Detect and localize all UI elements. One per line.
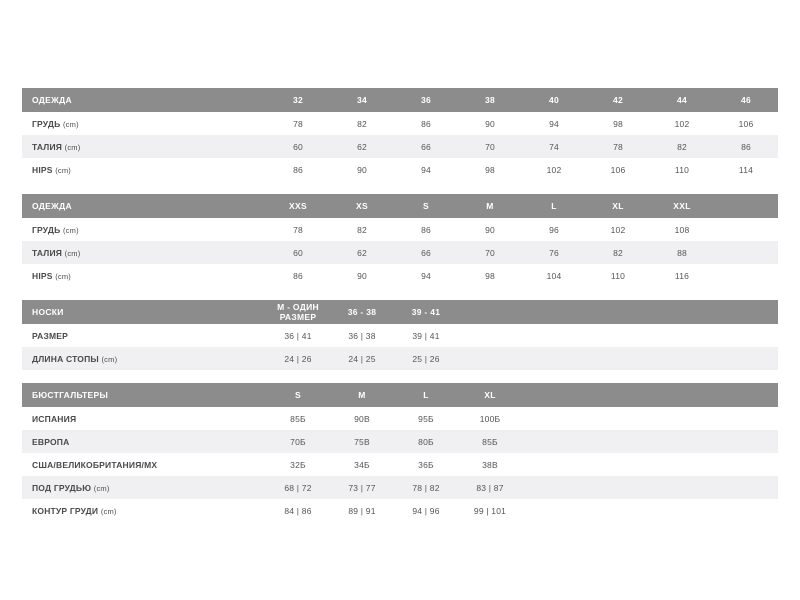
table-cell: 102 bbox=[674, 118, 690, 129]
table-cell: 94 | 96 bbox=[412, 505, 440, 516]
size-tables-container bbox=[22, 88, 778, 522]
column-header bbox=[714, 300, 778, 324]
table-cell: 70 bbox=[485, 141, 495, 152]
table-cell: 86 bbox=[293, 270, 303, 281]
table-cell bbox=[586, 453, 650, 476]
table-row bbox=[22, 112, 778, 135]
column-header: M - ОДИН РАЗМЕР bbox=[277, 302, 319, 322]
column-header bbox=[586, 383, 650, 407]
column-header: M bbox=[486, 201, 494, 211]
table-cell: 36Б bbox=[418, 459, 434, 470]
column-header: 39 - 41 bbox=[411, 307, 441, 317]
table-cell: 75В bbox=[354, 436, 370, 447]
table-cell bbox=[714, 453, 778, 476]
table-cell: 85Б bbox=[482, 436, 498, 447]
table-cell: 24 | 25 bbox=[348, 353, 376, 364]
table-cell bbox=[714, 324, 778, 347]
table-row bbox=[22, 135, 778, 158]
table-cell: 39 | 41 bbox=[412, 330, 440, 341]
row-label-unit: (cm) bbox=[55, 271, 71, 281]
table-cell bbox=[522, 407, 586, 430]
table-row bbox=[22, 499, 778, 522]
row-label-text: ГРУДЬ bbox=[32, 224, 61, 235]
row-label-text: ГРУДЬ bbox=[32, 118, 61, 129]
table-cell: 104 bbox=[546, 270, 562, 281]
row-label-text: ТАЛИЯ bbox=[32, 141, 63, 152]
row-label-unit: (cm) bbox=[62, 225, 79, 235]
row-label-text: HIPS bbox=[32, 270, 53, 281]
row-label-unit: (cm) bbox=[62, 119, 79, 129]
table-cell: 110 bbox=[674, 164, 690, 175]
column-header: 36 bbox=[420, 95, 432, 105]
table-row bbox=[22, 158, 778, 181]
column-header bbox=[522, 300, 586, 324]
row-label bbox=[22, 324, 266, 347]
table-cell bbox=[586, 476, 650, 499]
column-header bbox=[714, 194, 778, 218]
table-cell: 86 bbox=[741, 141, 751, 152]
table-cell bbox=[586, 324, 650, 347]
column-header bbox=[650, 300, 714, 324]
table-cell: 86 bbox=[421, 118, 431, 129]
table-cell: 66 bbox=[421, 247, 431, 258]
table-cell: 88 bbox=[677, 247, 687, 258]
size-table-clothing-letter bbox=[22, 194, 778, 287]
table-header-row bbox=[22, 88, 778, 112]
table-cell: 90 bbox=[357, 270, 367, 281]
row-label-text: HIPS bbox=[32, 164, 53, 175]
table-cell: 82 bbox=[357, 224, 367, 235]
table-cell: 82 bbox=[677, 141, 687, 152]
table-cell bbox=[650, 499, 714, 522]
row-label bbox=[22, 241, 266, 264]
column-header: XL bbox=[612, 201, 624, 211]
column-header bbox=[650, 383, 714, 407]
table-cell: 86 bbox=[421, 224, 431, 235]
row-label-text: РАЗМЕР bbox=[32, 330, 69, 341]
table-cell bbox=[458, 324, 522, 347]
column-header: 42 bbox=[612, 95, 624, 105]
row-label-unit: (cm) bbox=[101, 354, 118, 364]
table-row bbox=[22, 407, 778, 430]
table-cell: 98 bbox=[613, 118, 623, 129]
column-header bbox=[714, 383, 778, 407]
table-row bbox=[22, 264, 778, 287]
table-cell: 86 bbox=[293, 164, 303, 175]
row-label-text: ЕВРОПА bbox=[32, 436, 70, 447]
table-cell bbox=[650, 430, 714, 453]
table-cell bbox=[522, 453, 586, 476]
row-label-unit: (cm) bbox=[93, 483, 110, 493]
table-cell: 78 | 82 bbox=[412, 482, 440, 493]
table-cell: 70 bbox=[485, 247, 495, 258]
table-cell: 76 bbox=[549, 247, 559, 258]
table-cell bbox=[714, 264, 778, 287]
table-cell bbox=[586, 407, 650, 430]
table-cell: 38В bbox=[482, 459, 498, 470]
row-label bbox=[22, 158, 266, 181]
size-table-socks bbox=[22, 300, 778, 370]
table-header-row bbox=[22, 383, 778, 407]
table-cell bbox=[650, 453, 714, 476]
table-cell: 82 bbox=[357, 118, 367, 129]
table-cell: 70Б bbox=[290, 436, 306, 447]
table-cell: 100Б bbox=[479, 413, 501, 424]
table-cell: 74 bbox=[549, 141, 559, 152]
table-cell bbox=[522, 499, 586, 522]
table-header-row bbox=[22, 194, 778, 218]
row-label bbox=[22, 430, 266, 453]
table-cell bbox=[522, 430, 586, 453]
table-title: ОДЕЖДА bbox=[32, 95, 72, 105]
table-cell: 83 | 87 bbox=[476, 482, 504, 493]
table-cell: 68 | 72 bbox=[284, 482, 312, 493]
column-header: XL bbox=[484, 390, 496, 400]
table-cell: 78 bbox=[293, 118, 303, 129]
size-table-bras bbox=[22, 383, 778, 522]
row-label-text: ИСПАНИЯ bbox=[32, 413, 77, 424]
table-row bbox=[22, 241, 778, 264]
table-cell bbox=[458, 347, 522, 370]
row-label bbox=[22, 218, 266, 241]
column-header: 32 bbox=[292, 95, 304, 105]
table-cell: 102 bbox=[610, 224, 626, 235]
table-cell: 60 bbox=[293, 247, 303, 258]
row-label-text: ТАЛИЯ bbox=[32, 247, 63, 258]
table-cell: 80Б bbox=[418, 436, 434, 447]
table-cell: 90 bbox=[357, 164, 367, 175]
row-label-text: США/ВЕЛИКОБРИТАНИЯ/МХ bbox=[32, 459, 158, 470]
table-cell: 108 bbox=[674, 224, 690, 235]
row-label-unit: (cm) bbox=[64, 142, 81, 152]
row-label-unit: (cm) bbox=[55, 165, 71, 175]
column-header: 34 bbox=[356, 95, 368, 105]
column-header: XS bbox=[356, 201, 368, 211]
table-cell: 94 bbox=[549, 118, 559, 129]
column-header: XXS bbox=[289, 201, 307, 211]
row-label-text: ДЛИНА СТОПЫ bbox=[32, 353, 99, 364]
row-label-text: КОНТУР ГРУДИ bbox=[32, 505, 99, 516]
table-title: БЮСТГАЛЬТЕРЫ bbox=[32, 390, 109, 400]
table-cell bbox=[650, 407, 714, 430]
row-label bbox=[22, 453, 266, 476]
table-cell: 95Б bbox=[418, 413, 434, 424]
table-cell: 90 bbox=[485, 118, 495, 129]
table-row bbox=[22, 453, 778, 476]
table-cell bbox=[714, 241, 778, 264]
table-cell bbox=[522, 324, 586, 347]
row-label bbox=[22, 264, 266, 287]
column-header: L bbox=[423, 390, 429, 400]
table-cell bbox=[714, 347, 778, 370]
table-cell bbox=[586, 499, 650, 522]
table-row bbox=[22, 324, 778, 347]
table-cell: 98 bbox=[485, 164, 495, 175]
column-header bbox=[586, 300, 650, 324]
table-cell: 116 bbox=[674, 270, 690, 281]
size-table-clothing-numeric bbox=[22, 88, 778, 181]
table-cell bbox=[714, 430, 778, 453]
table-row bbox=[22, 430, 778, 453]
column-header bbox=[522, 383, 586, 407]
table-cell: 32Б bbox=[290, 459, 306, 470]
table-cell: 25 | 26 bbox=[412, 353, 440, 364]
table-cell: 94 bbox=[421, 270, 431, 281]
table-cell: 106 bbox=[610, 164, 626, 175]
column-header: 44 bbox=[676, 95, 688, 105]
row-label-unit: (cm) bbox=[64, 248, 81, 258]
table-cell: 106 bbox=[738, 118, 754, 129]
table-cell: 98 bbox=[485, 270, 495, 281]
table-row bbox=[22, 218, 778, 241]
table-cell: 99 | 101 bbox=[473, 505, 507, 516]
column-header: XXL bbox=[673, 201, 691, 211]
row-label bbox=[22, 476, 266, 499]
table-title: НОСКИ bbox=[32, 307, 64, 317]
table-row bbox=[22, 347, 778, 370]
table-cell: 34Б bbox=[354, 459, 370, 470]
table-cell: 96 bbox=[549, 224, 559, 235]
column-header: 40 bbox=[548, 95, 560, 105]
table-cell bbox=[714, 499, 778, 522]
table-cell bbox=[586, 347, 650, 370]
table-cell bbox=[714, 407, 778, 430]
column-header: 36 - 38 bbox=[347, 307, 377, 317]
table-cell: 85Б bbox=[290, 413, 306, 424]
table-cell: 73 | 77 bbox=[348, 482, 376, 493]
table-cell bbox=[714, 476, 778, 499]
row-label bbox=[22, 135, 266, 158]
table-cell: 102 bbox=[546, 164, 562, 175]
table-cell: 90 bbox=[485, 224, 495, 235]
table-cell: 110 bbox=[610, 270, 626, 281]
column-header: M bbox=[358, 390, 366, 400]
row-label-text: ПОД ГРУДЬЮ bbox=[32, 482, 92, 493]
table-cell: 36 | 38 bbox=[348, 330, 376, 341]
table-cell: 84 | 86 bbox=[284, 505, 312, 516]
table-cell bbox=[714, 218, 778, 241]
column-header: S bbox=[423, 201, 429, 211]
table-cell: 66 bbox=[421, 141, 431, 152]
table-cell: 62 bbox=[357, 141, 367, 152]
row-label bbox=[22, 112, 266, 135]
table-cell: 24 | 26 bbox=[284, 353, 312, 364]
table-cell bbox=[650, 476, 714, 499]
table-cell bbox=[650, 324, 714, 347]
column-header: 38 bbox=[484, 95, 496, 105]
column-header bbox=[458, 300, 522, 324]
row-label bbox=[22, 499, 266, 522]
table-cell: 78 bbox=[613, 141, 623, 152]
table-cell: 94 bbox=[421, 164, 431, 175]
table-cell: 114 bbox=[738, 164, 754, 175]
table-cell: 36 | 41 bbox=[284, 330, 312, 341]
table-cell: 89 | 91 bbox=[348, 505, 376, 516]
table-header-row bbox=[22, 300, 778, 324]
table-cell: 60 bbox=[293, 141, 303, 152]
column-header: S bbox=[295, 390, 301, 400]
column-header: 46 bbox=[740, 95, 752, 105]
row-label bbox=[22, 407, 266, 430]
table-cell bbox=[650, 347, 714, 370]
table-title: ОДЕЖДА bbox=[32, 201, 72, 211]
table-cell bbox=[522, 476, 586, 499]
table-row bbox=[22, 476, 778, 499]
table-cell bbox=[522, 347, 586, 370]
table-cell: 90В bbox=[354, 413, 370, 424]
table-cell: 78 bbox=[293, 224, 303, 235]
table-cell bbox=[586, 430, 650, 453]
table-cell: 82 bbox=[613, 247, 623, 258]
row-label bbox=[22, 347, 266, 370]
table-cell: 62 bbox=[357, 247, 367, 258]
row-label-unit: (cm) bbox=[100, 506, 117, 516]
column-header: L bbox=[551, 201, 557, 211]
